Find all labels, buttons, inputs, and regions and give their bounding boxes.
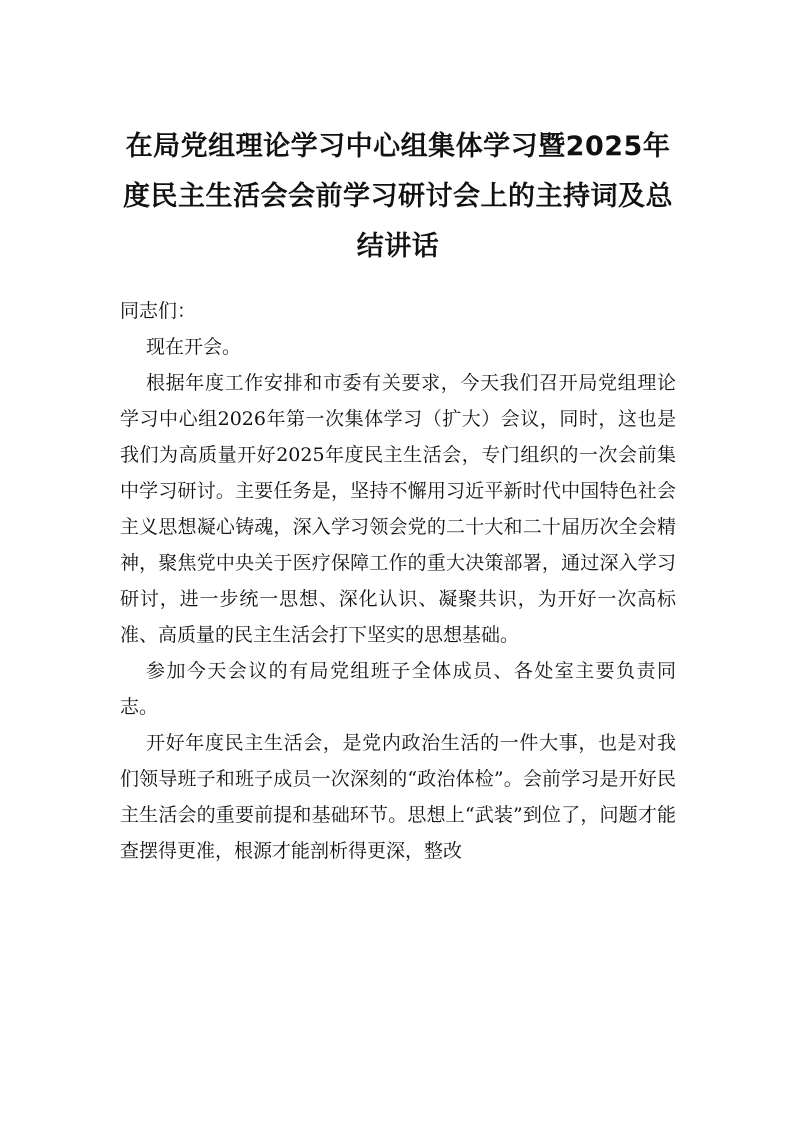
document-body [120,293,676,869]
paragraph-attendees: 参加今天会议的有局党组班子全体成员、各处室主要负责同志。 [120,660,676,718]
paragraph-opening: 现在开会。 [146,336,242,358]
paragraph-purpose: 根据年度工作安排和市委有关要求，今天我们召开局党组理论学习中心组2026年第一次集体学习（扩大）会议，同时，这也是我们为高质量开好2025年度民主生活会，专门组织的一次会前集中学习研讨。主要任务是，坚持不懈用习近平新时代中国特色社会主义思想凝心铸魂，深入学习领会党的二十大和二十届历次全会精神，聚焦党中央关于医疗保障工作的重大决策部署，通过深入学习研讨，进一步统一思想、深化认识、凝聚共识，为开好一次高标准、高质量的民主生活会打下坚实的思想基础。 [120,372,676,646]
paragraph-significance: 开好年度民主生活会，是党内政治生活的一件大事，也是对我们领导班子和班子成员一次深刻的“政治体检”。会前学习是开好民主生活会的重要前提和基础环节。思想上“武装”到位了，问题才能查摆得更准，根源才能剖析得更深，整改 [120,732,676,862]
salutation: 同志们： [120,300,197,322]
document-title: 在局党组理论学习中心组集体学习暨2025年度民主生活会会前学习研讨会上的主持词及总结讲话 [123,131,673,262]
